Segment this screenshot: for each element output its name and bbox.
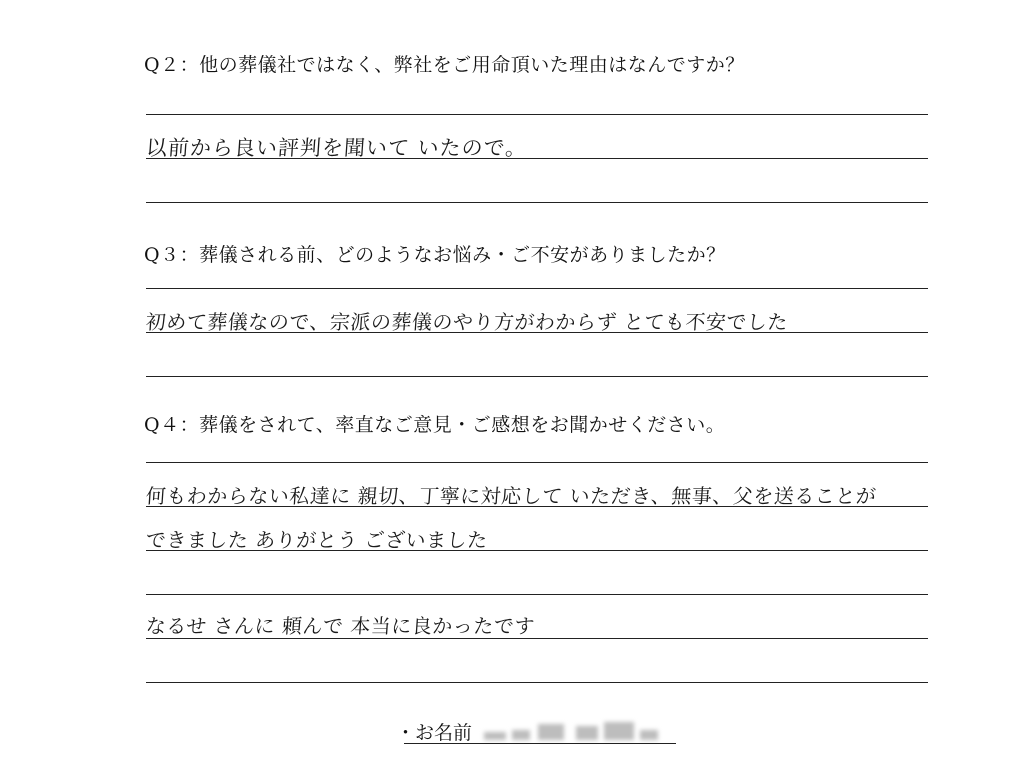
answer-line bbox=[146, 158, 928, 159]
answer-line bbox=[146, 550, 928, 551]
answer-line bbox=[146, 682, 928, 683]
answer-line bbox=[146, 114, 928, 115]
answer-4-line-3: なるせ さんに 頼んで 本当に良かったです bbox=[145, 614, 536, 638]
name-label: ・お名前 bbox=[396, 722, 473, 744]
question-4: Q４：葬儀をされて、率直なご意見・ご感想をお聞かせください。 bbox=[144, 414, 726, 436]
answer-4-line-2: できました ありがとう ございました bbox=[145, 528, 489, 552]
answer-line bbox=[146, 288, 928, 289]
answer-line bbox=[146, 462, 928, 463]
answer-3: 初めて葬儀なので、宗派の葬儀のやり方がわからず とても不安でした bbox=[145, 310, 789, 334]
answer-line bbox=[146, 638, 928, 639]
answer-line bbox=[146, 202, 928, 203]
question-2: Q２：他の葬儀社ではなく、弊社をご用命頂いた理由はなんですか？ bbox=[144, 54, 745, 76]
answer-line bbox=[146, 376, 928, 377]
answer-2: 以前から良い評判を聞いて いたので。 bbox=[145, 136, 529, 160]
signature-block bbox=[396, 716, 686, 746]
redacted-name bbox=[484, 720, 664, 744]
name-line bbox=[404, 743, 676, 744]
answer-line bbox=[146, 506, 928, 507]
answer-line bbox=[146, 594, 928, 595]
answer-4-line-1: 何もわからない私達に 親切、丁寧に対応して いただき、無事、父を送ることが bbox=[145, 484, 878, 508]
question-3: Q３：葬儀される前、どのようなお悩み・ご不安がありましたか？ bbox=[144, 244, 726, 266]
answer-line bbox=[146, 332, 928, 333]
